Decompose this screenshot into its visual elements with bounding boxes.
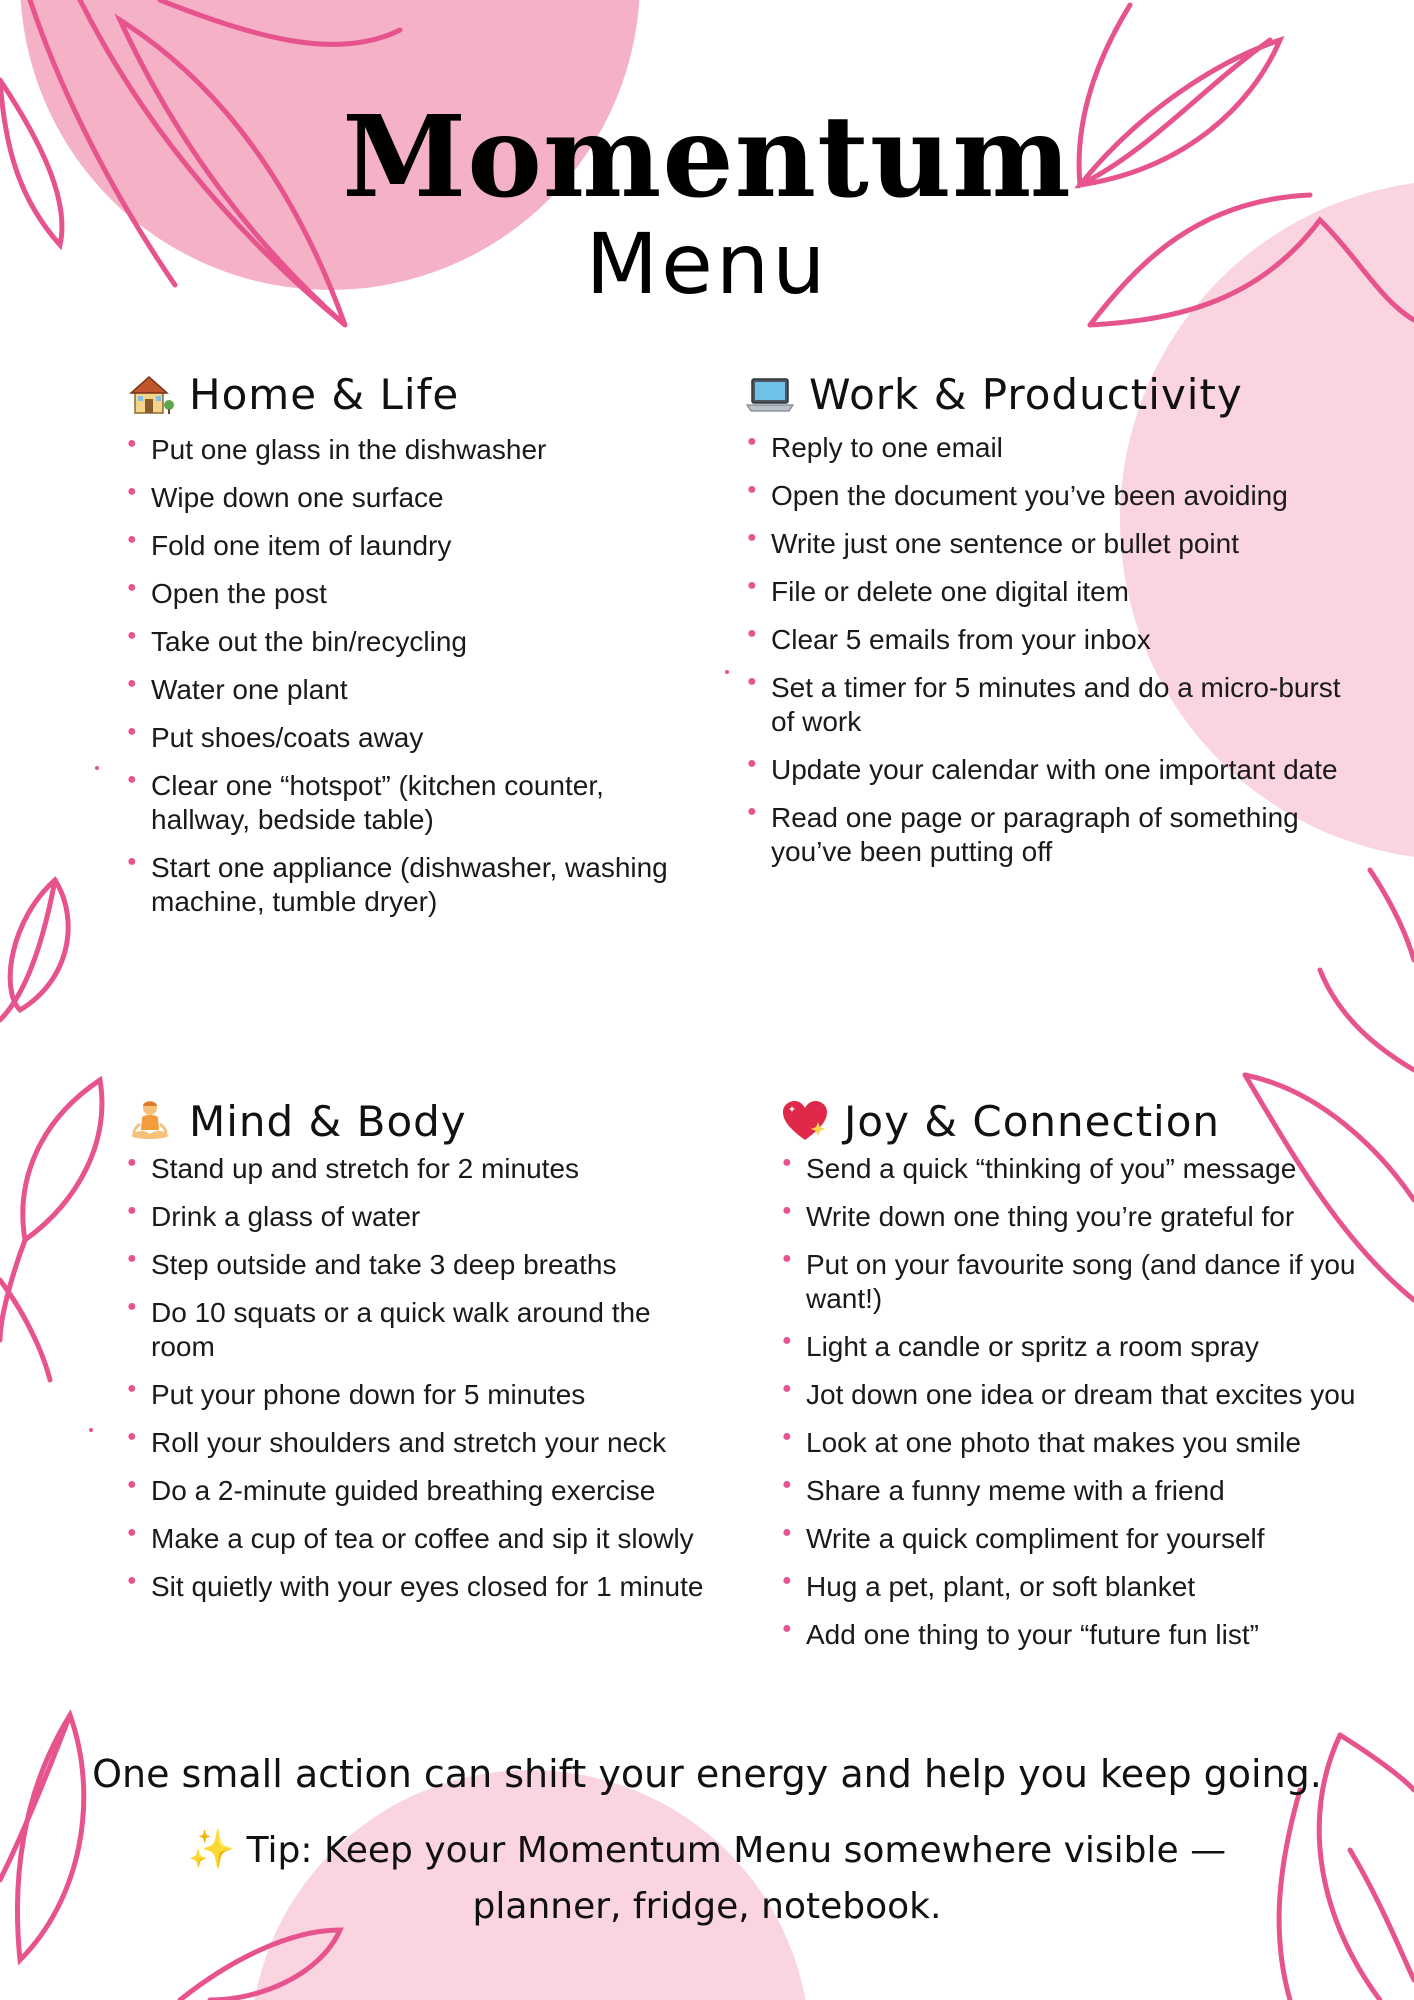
list-item bbox=[745, 623, 1370, 657]
list-item bbox=[125, 1522, 715, 1556]
bullet-dot: ● bbox=[782, 1524, 792, 1541]
bullet-dot: ● bbox=[127, 771, 137, 788]
section-home-life bbox=[125, 363, 695, 933]
list-item-text: Roll your shoulders and stretch your neck bbox=[151, 1427, 667, 1458]
bullet-dot: ● bbox=[127, 1572, 137, 1589]
bullet-dot: ● bbox=[747, 529, 757, 546]
task-list bbox=[745, 431, 1370, 869]
list-item bbox=[780, 1522, 1370, 1556]
tiny-pink-dot bbox=[95, 766, 99, 770]
bullet-dot: ● bbox=[782, 1572, 792, 1589]
section-mind-body bbox=[125, 1090, 715, 1618]
list-item bbox=[125, 481, 695, 515]
list-item-text: Put on your favourite song (and dance if you want!) bbox=[806, 1249, 1356, 1314]
sparkling-heart-icon bbox=[780, 1096, 830, 1146]
list-item-text: Take out the bin/recycling bbox=[151, 626, 467, 657]
list-item-text: Put one glass in the dishwasher bbox=[151, 434, 547, 465]
list-item-text: Start one appliance (dishwasher, washing machine, tumble dryer) bbox=[151, 852, 668, 917]
list-item bbox=[780, 1426, 1370, 1460]
bullet-dot: ● bbox=[127, 1428, 137, 1445]
bullet-dot: ● bbox=[127, 1380, 137, 1397]
section-header bbox=[125, 363, 695, 425]
list-item-text: Drink a glass of water bbox=[151, 1201, 421, 1232]
list-item-text: Open the document you’ve been avoiding bbox=[771, 480, 1288, 511]
leaf-outline-mid-left-5 bbox=[0, 1240, 25, 1340]
list-item-text: Put your phone down for 5 minutes bbox=[151, 1379, 586, 1410]
bullet-dot: ● bbox=[782, 1154, 792, 1171]
bullet-dot: ● bbox=[127, 675, 137, 692]
task-list bbox=[125, 1152, 715, 1604]
list-item-text: Put shoes/coats away bbox=[151, 722, 424, 753]
bullet-dot: ● bbox=[127, 627, 137, 644]
list-item bbox=[125, 577, 695, 611]
tiny-pink-dot bbox=[89, 1428, 93, 1432]
bullet-dot: ● bbox=[782, 1476, 792, 1493]
list-item bbox=[125, 1378, 715, 1412]
list-item-text: Look at one photo that makes you smile bbox=[806, 1427, 1301, 1458]
list-item bbox=[780, 1378, 1370, 1412]
leaf-outline-mid-right-2 bbox=[1320, 970, 1414, 1070]
list-item bbox=[125, 1200, 715, 1234]
bullet-dot: ● bbox=[782, 1202, 792, 1219]
list-item bbox=[745, 671, 1370, 739]
tip-line bbox=[0, 1827, 1414, 1872]
list-item bbox=[125, 529, 695, 563]
leaf-outline-mid-right-1 bbox=[1370, 870, 1414, 960]
list-item-text: Sit quietly with your eyes closed for 1 minute bbox=[151, 1571, 704, 1602]
tip-line-continued: planner, fridge, notebook. bbox=[472, 1886, 942, 1927]
page-subtitle: Menu bbox=[585, 215, 829, 313]
bullet-dot: ● bbox=[127, 1476, 137, 1493]
list-item-text: Open the post bbox=[151, 578, 327, 609]
list-item bbox=[125, 433, 695, 467]
list-item-text: Set a timer for 5 minutes and do a micro-burst of work bbox=[771, 672, 1341, 737]
list-item bbox=[745, 431, 1370, 465]
bullet-dot: ● bbox=[747, 481, 757, 498]
list-item bbox=[125, 625, 695, 659]
list-item bbox=[125, 1474, 715, 1508]
list-item bbox=[780, 1474, 1370, 1508]
list-item-text: Water one plant bbox=[151, 674, 348, 705]
list-item-text: Make a cup of tea or coffee and sip it slowly bbox=[151, 1523, 694, 1554]
list-item-text: Update your calendar with one important date bbox=[771, 754, 1338, 785]
bullet-dot: ● bbox=[127, 1154, 137, 1171]
bullet-dot: ● bbox=[127, 853, 137, 870]
list-item bbox=[745, 753, 1370, 787]
list-item-text: Write a quick compliment for yourself bbox=[806, 1523, 1265, 1554]
list-item bbox=[780, 1618, 1370, 1652]
bullet-dot: ● bbox=[127, 723, 137, 740]
list-item bbox=[780, 1248, 1370, 1316]
list-item-text: Light a candle or spritz a room spray bbox=[806, 1331, 1259, 1362]
bullet-dot: ● bbox=[747, 433, 757, 450]
list-item-text: Do a 2-minute guided breathing exercise bbox=[151, 1475, 656, 1506]
list-item bbox=[125, 1152, 715, 1186]
tiny-pink-dot bbox=[725, 670, 729, 674]
list-item-text: Stand up and stretch for 2 minutes bbox=[151, 1153, 580, 1184]
section-joy-connection bbox=[780, 1090, 1370, 1666]
leaf-outline-mid-left-2 bbox=[0, 880, 55, 1020]
bullet-dot: ● bbox=[747, 803, 757, 820]
list-item-text: Step outside and take 3 deep breaths bbox=[151, 1249, 617, 1280]
section-title: Mind & Body bbox=[189, 1096, 467, 1146]
bullet-dot: ● bbox=[747, 673, 757, 690]
bullet-dot: ● bbox=[127, 1202, 137, 1219]
section-work-productivity bbox=[745, 363, 1370, 883]
list-item-text: Do 10 squats or a quick walk around the room bbox=[151, 1297, 651, 1362]
bullet-dot: ● bbox=[127, 1524, 137, 1541]
list-item-text: Fold one item of laundry bbox=[151, 530, 452, 561]
list-item-text: Clear 5 emails from your inbox bbox=[771, 624, 1151, 655]
laptop-icon bbox=[745, 369, 795, 419]
list-item bbox=[780, 1330, 1370, 1364]
section-header bbox=[125, 1090, 715, 1152]
list-item-text: Write down one thing you’re grateful for bbox=[806, 1201, 1295, 1232]
bullet-dot: ● bbox=[127, 1250, 137, 1267]
bullet-dot: ● bbox=[127, 483, 137, 500]
section-title: Work & Productivity bbox=[809, 369, 1243, 419]
list-item bbox=[745, 527, 1370, 561]
bullet-dot: ● bbox=[127, 579, 137, 596]
list-item bbox=[745, 801, 1370, 869]
list-item-text: Send a quick “thinking of you” message bbox=[806, 1153, 1297, 1184]
list-item-text: Hug a pet, plant, or soft blanket bbox=[806, 1571, 1196, 1602]
footer-message: One small action can shift your energy and help you keep going. bbox=[92, 1752, 1322, 1796]
bullet-dot: ● bbox=[782, 1250, 792, 1267]
list-item bbox=[125, 1426, 715, 1460]
bullet-dot: ● bbox=[747, 625, 757, 642]
section-header bbox=[780, 1090, 1370, 1152]
task-list bbox=[125, 433, 695, 919]
list-item bbox=[125, 721, 695, 755]
list-item bbox=[125, 673, 695, 707]
list-item bbox=[125, 1248, 715, 1282]
section-header bbox=[745, 363, 1370, 425]
list-item-text: File or delete one digital item bbox=[771, 576, 1129, 607]
meditation-icon bbox=[125, 1096, 175, 1146]
list-item bbox=[125, 1296, 715, 1364]
pink-blob-bottom bbox=[250, 1770, 810, 2000]
tip-text: Tip: Keep your Momentum Menu somewhere visible — bbox=[246, 1830, 1227, 1871]
list-item-text: Add one thing to your “future fun list” bbox=[806, 1619, 1259, 1650]
house-icon bbox=[125, 369, 175, 419]
list-item-text: Share a funny meme with a friend bbox=[806, 1475, 1225, 1506]
task-list bbox=[780, 1152, 1370, 1652]
bullet-dot: ● bbox=[782, 1428, 792, 1445]
list-item-text: Reply to one email bbox=[771, 432, 1003, 463]
list-item bbox=[780, 1570, 1370, 1604]
list-item-text: Read one page or paragraph of something you’ve been putting off bbox=[771, 802, 1299, 867]
list-item-text: Wipe down one surface bbox=[151, 482, 444, 513]
section-title: Joy & Connection bbox=[844, 1096, 1221, 1146]
list-item bbox=[780, 1200, 1370, 1234]
list-item-text: Jot down one idea or dream that excites you bbox=[806, 1379, 1356, 1410]
leaf-outline-mid-left-3 bbox=[23, 1080, 102, 1240]
bullet-dot: ● bbox=[127, 531, 137, 548]
list-item bbox=[125, 769, 695, 837]
list-item bbox=[125, 851, 695, 919]
bullet-dot: ● bbox=[747, 755, 757, 772]
list-item-text: Clear one “hotspot” (kitchen counter, hallway, bedside table) bbox=[151, 770, 604, 835]
list-item bbox=[745, 575, 1370, 609]
list-item bbox=[745, 479, 1370, 513]
bullet-dot: ● bbox=[127, 435, 137, 452]
list-item bbox=[780, 1152, 1370, 1186]
bullet-dot: ● bbox=[127, 1298, 137, 1315]
page-title: Momentum bbox=[342, 92, 1072, 223]
bullet-dot: ● bbox=[782, 1380, 792, 1397]
bullet-dot: ● bbox=[782, 1332, 792, 1349]
bullet-dot: ● bbox=[782, 1620, 792, 1637]
section-title: Home & Life bbox=[189, 369, 460, 419]
list-item bbox=[125, 1570, 715, 1604]
sparkles-icon: ✨ bbox=[187, 1827, 236, 1871]
list-item-text: Write just one sentence or bullet point bbox=[771, 528, 1239, 559]
bullet-dot: ● bbox=[747, 577, 757, 594]
